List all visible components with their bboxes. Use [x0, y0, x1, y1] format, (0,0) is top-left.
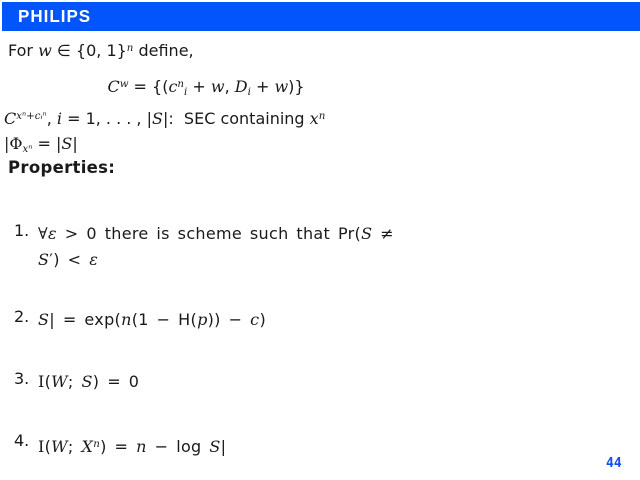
intro-line: For w ∈ {0, 1}$^n$ define,: [8, 41, 194, 60]
item-math: S| = exp(n(1 − H(p)) − c): [38, 310, 266, 329]
item-number: 4.: [14, 431, 30, 450]
item-math: I(W; S) = 0: [38, 372, 140, 391]
item-number: 3.: [14, 369, 30, 388]
sec-line: $C^{x^n+cᵢ^n}$, i = 1, . . . , |S|: SEC containing $x^n$: [4, 109, 326, 128]
item-math: I(W; $X^n) = n - \log S|$: [38, 437, 227, 456]
item-math: ∀ε > 0 there is scheme such that Pr(S ≠ S′) < ε: [38, 224, 394, 269]
item-number: 2.: [14, 307, 30, 326]
philips-logo: PHILIPS: [18, 6, 92, 26]
header-bar: [2, 2, 640, 31]
properties-heading: Properties:: [8, 158, 116, 177]
display-equation: $C^w = \{(c^n_i + w$, $D_i + w$)}: [107, 77, 305, 98]
item-number: 1.: [14, 221, 30, 240]
page-number: 44: [606, 456, 622, 471]
phi-line: $|\Phi_{x^n} = |S|$: [4, 134, 78, 155]
